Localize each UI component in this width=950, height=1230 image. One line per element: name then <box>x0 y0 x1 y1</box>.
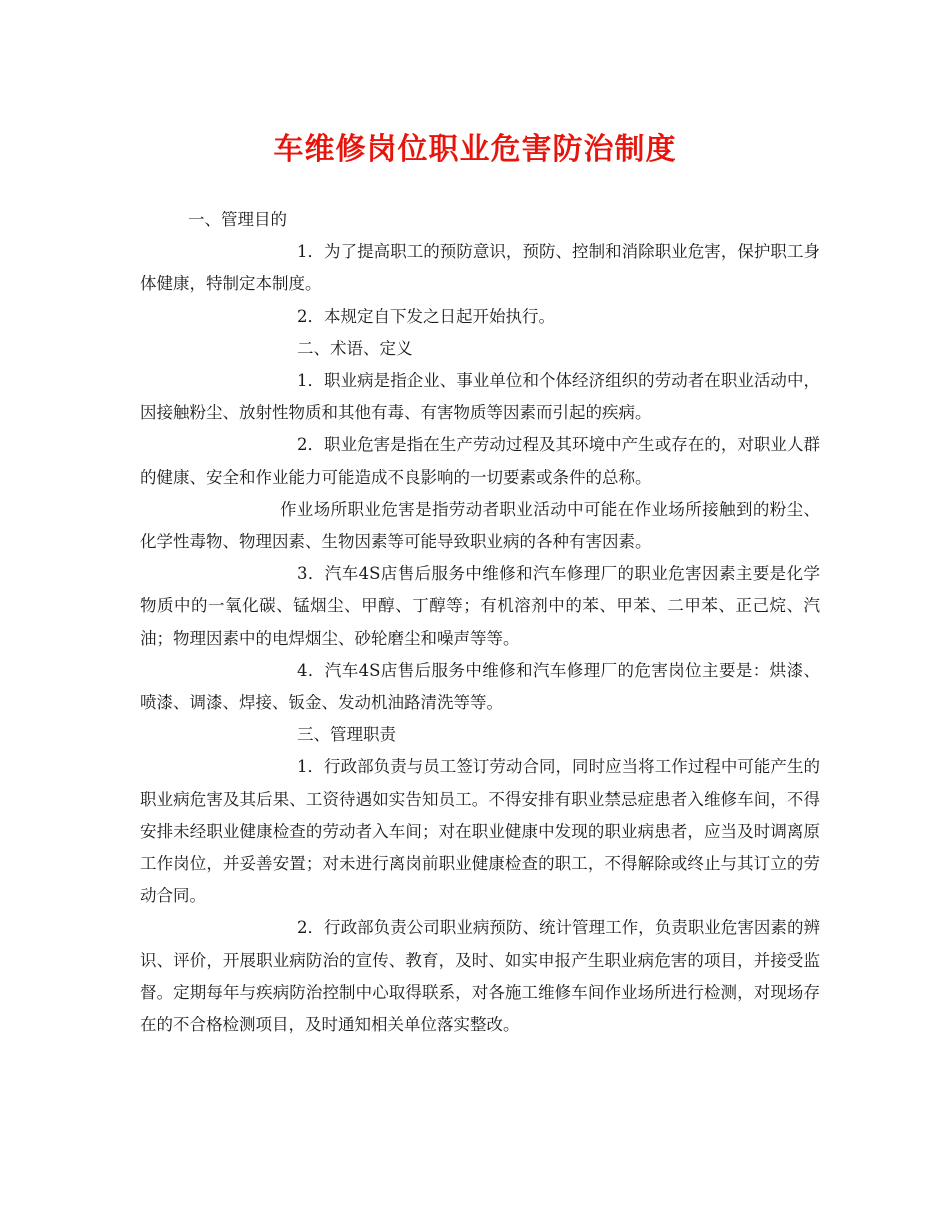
paragraph: 2．职业危害是指在生产劳动过程及其环境中产生或存在的，对职业人群的健康、安全和作业能力可能造成不良影响的一切要素或条件的总称。 <box>140 435 820 487</box>
paragraph: 3．汽车4S店售后服务中维修和汽车修理厂的职业危害因素主要是化学物质中的一氧化碳、锰烟尘、甲醇、丁醇等；有机溶剂中的苯、甲苯、二甲苯、正己烷、汽油；物理因素中的电焊烟尘、砂轮磨尘和噪声等等。 <box>140 564 820 648</box>
document-title: 车维修岗位职业危害防治制度 <box>273 132 677 167</box>
document-body <box>140 204 820 1041</box>
section-heading-purpose: 一、管理目的 <box>188 210 287 229</box>
paragraph: 2．行政部负责公司职业病预防、统计管理工作，负责职业危害因素的辨识、评价，开展职业病防治的宣传、教育，及时、如实申报产生职业病危害的项目，并接受监督。定期每年与疾病防治控制中心取得联系，对各施工维修车间作业场所进行检测，对现场存在的不合格检测项目，及时通知相关单位落实整改。 <box>140 918 820 1035</box>
paragraph: 2．本规定自下发之日起开始执行。 <box>297 306 555 326</box>
section-heading-definitions: 二、术语、定义 <box>297 338 413 358</box>
paragraph: 作业场所职业危害是指劳动者职业活动中可能在作业场所接触到的粉尘、化学性毒物、物理因素、生物因素等可能导致职业病的各种有害因素。 <box>140 499 820 552</box>
paragraph: 4．汽车4S店售后服务中维修和汽车修理厂的危害岗位主要是：烘漆、喷漆、调漆、焊接、钣金、发动机油路清洗等等。 <box>140 660 820 713</box>
section-heading-responsibilities: 三、管理职责 <box>297 725 396 745</box>
paragraph: 1．职业病是指企业、事业单位和个体经济组织的劳动者在职业活动中，因接触粉尘、放射性物质和其他有毒、有害物质等因素而引起的疾病。 <box>140 371 820 423</box>
paragraph: 1．为了提高职工的预防意识，预防、控制和消除职业危害，保护职工身体健康，特制定本制度。 <box>140 242 820 294</box>
paragraph: 1．行政部负责与员工签订劳动合同，同时应当将工作过程中可能产生的职业病危害及其后果、工资待遇如实告知员工。不得安排有职业禁忌症患者入维修车间，不得安排未经职业健康检查的劳动者入车间；对在职业健康中发现的职业病患者，应当及时调离原工作岗位，并妥善安置；对未进行离岗前职业健康检查的职工，不得解除或终止与其订立的劳动合同。 <box>140 757 820 906</box>
